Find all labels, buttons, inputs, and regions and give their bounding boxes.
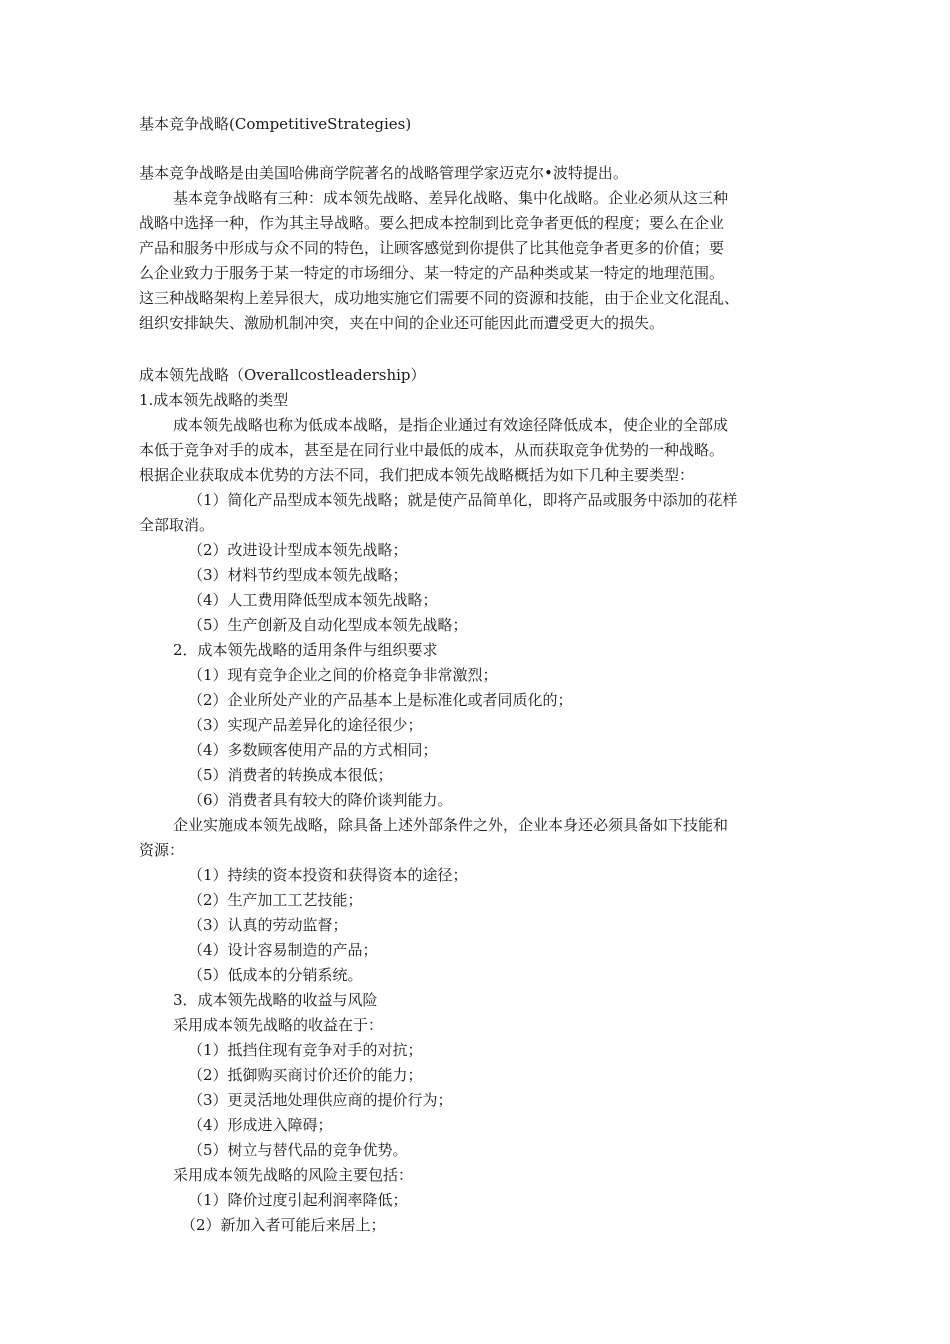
subsection-heading: 1.成本领先战略的类型 — [139, 391, 289, 409]
list-item: （2）生产加工工艺技能； — [188, 891, 363, 909]
intro-line: 这三种战略架构上差异很大，成功地实施它们需要不同的资源和技能，由于企业文化混乱、 — [139, 289, 740, 307]
list-item: （1）持续的资本投资和获得资本的途径； — [188, 866, 468, 884]
intro-line: 基本竞争战略是由美国哈佛商学院著名的战略管理学家迈克尔•波特提出。 — [139, 164, 628, 182]
subsection-heading: 2．成本领先战略的适用条件与组织要求 — [173, 641, 438, 659]
list-item: 全部取消。 — [139, 516, 215, 534]
list-item: （1）简化产品型成本领先战略；就是使产品简单化，即将产品或服务中添加的花样 — [188, 491, 738, 509]
intro-line: 战略中选择一种，作为其主导战略。要么把成本控制到比竞争者更低的程度；要么在企业 — [139, 214, 725, 232]
intro-line: 么企业致力于服务于某一特定的市场细分、某一特定的产品种类或某一特定的地理范围。 — [139, 264, 725, 282]
list-item: （3）认真的劳动监督； — [188, 916, 348, 934]
list-item: （1）降价过度引起利润率降低； — [188, 1191, 408, 1209]
paragraph-line: 采用成本领先战略的风险主要包括： — [173, 1166, 414, 1184]
list-item: （1）现有竞争企业之间的价格竞争非常激烈； — [188, 666, 498, 684]
list-item: （3）实现产品差异化的途径很少； — [188, 716, 423, 734]
list-item: （5）消费者的转换成本很低； — [188, 766, 393, 784]
intro-line: 产品和服务中形成与众不同的特色，让顾客感觉到你提供了比其他竞争者更多的价值；要 — [139, 239, 725, 257]
intro-line: 基本竞争战略有三种：成本领先战略、差异化战略、集中化战略。企业必须从这三种 — [173, 189, 729, 207]
document-title: 基本竞争战略(CompetitiveStrategies) — [139, 115, 412, 133]
list-item: （5）生产创新及自动化型成本领先战略； — [188, 616, 468, 634]
list-item: （4）人工费用降低型成本领先战略； — [188, 591, 438, 609]
list-item: （2）抵御购买商讨价还价的能力； — [188, 1066, 423, 1084]
list-item: （2）企业所处产业的产品基本上是标准化或者同质化的； — [188, 691, 573, 709]
paragraph-line: 资源： — [139, 841, 185, 859]
paragraph-line: 本低于竞争对手的成本，甚至是在同行业中最低的成本，从而获取竞争优势的一种战略。 — [139, 441, 725, 459]
section-title: 成本领先战略（Overallcostleadership） — [139, 366, 426, 384]
subsection-heading: 3．成本领先战略的收益与风险 — [173, 991, 378, 1009]
list-item: （2）改进设计型成本领先战略； — [188, 541, 408, 559]
paragraph-line: 根据企业获取成本优势的方法不同，我们把成本领先战略概括为如下几种主要类型： — [139, 466, 695, 484]
paragraph-line: 成本领先战略也称为低成本战略，是指企业通过有效途径降低成本，使企业的全部成 — [173, 416, 729, 434]
list-item: （4）形成进入障碍； — [188, 1116, 333, 1134]
list-item: （1）抵挡住现有竞争对手的对抗； — [188, 1041, 423, 1059]
list-item: （3）材料节约型成本领先战略； — [188, 566, 408, 584]
intro-line: 组织安排缺失、激励机制冲突，夹在中间的企业还可能因此而遭受更大的损失。 — [139, 314, 665, 332]
list-item: （4）设计容易制造的产品； — [188, 941, 378, 959]
list-item: （5）树立与替代品的竞争优势。 — [188, 1141, 408, 1159]
list-item: （3）更灵活地处理供应商的提价行为； — [188, 1091, 453, 1109]
list-item: （5）低成本的分销系统。 — [188, 966, 363, 984]
list-item: （6）消费者具有较大的降价谈判能力。 — [188, 791, 453, 809]
list-item: （4）多数顾客使用产品的方式相同； — [188, 741, 438, 759]
paragraph-line: 企业实施成本领先战略，除具备上述外部条件之外，企业本身还必须具备如下技能和 — [173, 816, 729, 834]
paragraph-line: 采用成本领先战略的收益在于： — [173, 1016, 384, 1034]
list-item: （2）新加入者可能后来居上； — [181, 1216, 386, 1234]
